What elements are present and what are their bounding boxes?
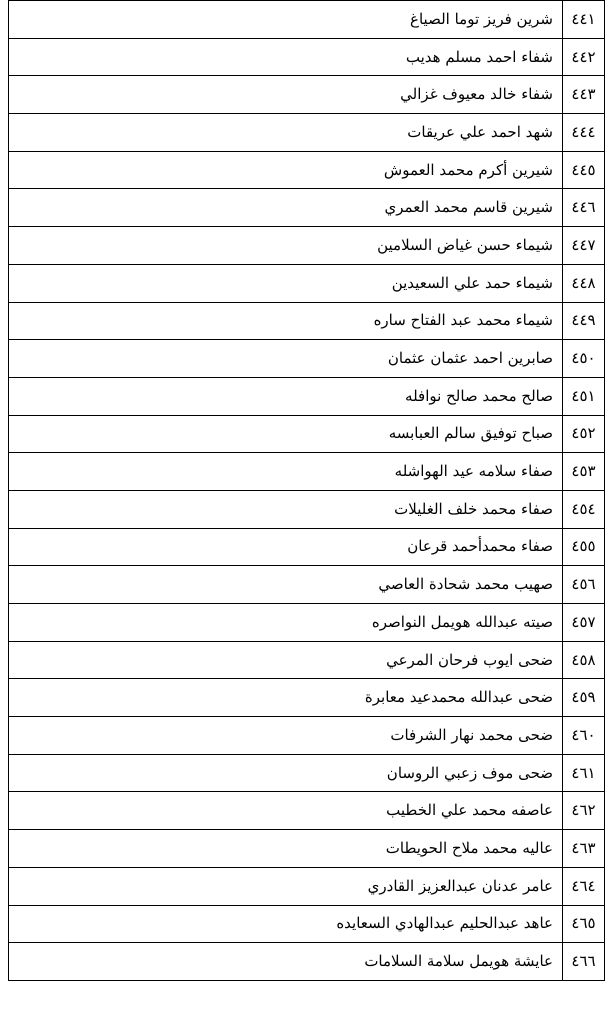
- table-row: [9, 377, 605, 415]
- row-number: ٤٦٥: [563, 905, 605, 943]
- row-number: ٤٥٨: [563, 641, 605, 679]
- row-name: ضحى موف زعبي الروسان: [9, 754, 563, 792]
- document-page: [8, 0, 605, 981]
- row-number: ٤٦٣: [563, 830, 605, 868]
- row-name: صفاء سلامه عيد الهواشله: [9, 453, 563, 491]
- row-name: شفاء خالد معيوف غزالي: [9, 76, 563, 114]
- table-row: [9, 717, 605, 755]
- row-number: ٤٤١: [563, 1, 605, 39]
- row-name: صفاء محمدأحمد قرعان: [9, 528, 563, 566]
- row-number: ٤٤٩: [563, 302, 605, 340]
- table-row: [9, 1, 605, 39]
- table-row: [9, 905, 605, 943]
- row-number: ٤٤٨: [563, 264, 605, 302]
- row-name: شهد احمد علي عريقات: [9, 114, 563, 152]
- row-name: صهيب محمد شحادة العاصي: [9, 566, 563, 604]
- row-name: شيماء حمد علي السعيدين: [9, 264, 563, 302]
- table-row: [9, 340, 605, 378]
- row-name: صابرين احمد عثمان عثمان: [9, 340, 563, 378]
- row-number: ٤٥٩: [563, 679, 605, 717]
- row-number: ٤٥٥: [563, 528, 605, 566]
- row-name: ضحى عبدالله محمدعيد معابرة: [9, 679, 563, 717]
- row-number: ٤٤٢: [563, 38, 605, 76]
- table-row: [9, 943, 605, 981]
- table-row: [9, 151, 605, 189]
- row-name: عاليه محمد ملاح الحويطات: [9, 830, 563, 868]
- table-row: [9, 830, 605, 868]
- row-name: عاصفه محمد علي الخطيب: [9, 792, 563, 830]
- row-number: ٤٥٦: [563, 566, 605, 604]
- row-number: ٤٥٣: [563, 453, 605, 491]
- row-name: شيماء محمد عبد الفتاح ساره: [9, 302, 563, 340]
- row-number: ٤٦٤: [563, 867, 605, 905]
- row-name: شرين فريز توما الصياغ: [9, 1, 563, 39]
- table-row: [9, 453, 605, 491]
- row-name: شيماء حسن غياض السلامين: [9, 227, 563, 265]
- row-name: صالح محمد صالح نوافله: [9, 377, 563, 415]
- row-number: ٤٥٤: [563, 490, 605, 528]
- row-name: عايشة هويمل سلامة السلامات: [9, 943, 563, 981]
- row-name: عامر عدنان عبدالعزيز القادري: [9, 867, 563, 905]
- row-number: ٤٦١: [563, 754, 605, 792]
- table-row: [9, 528, 605, 566]
- row-number: ٤٦٠: [563, 717, 605, 755]
- row-number: ٤٤٣: [563, 76, 605, 114]
- row-number: ٤٥٢: [563, 415, 605, 453]
- row-number: ٤٤٧: [563, 227, 605, 265]
- table-row: [9, 264, 605, 302]
- row-name: صباح توفيق سالم العبابسه: [9, 415, 563, 453]
- row-name: شيرين أكرم محمد العموش: [9, 151, 563, 189]
- names-table: [8, 0, 605, 981]
- row-number: ٤٦٢: [563, 792, 605, 830]
- table-row: [9, 867, 605, 905]
- row-number: ٤٤٦: [563, 189, 605, 227]
- table-row: [9, 604, 605, 642]
- row-name: شفاء احمد مسلم هديب: [9, 38, 563, 76]
- table-row: [9, 679, 605, 717]
- row-name: ضحى ايوب فرحان المرعي: [9, 641, 563, 679]
- table-row: [9, 792, 605, 830]
- row-number: ٤٦٦: [563, 943, 605, 981]
- table-row: [9, 641, 605, 679]
- row-name: عاهد عبدالحليم عبدالهادي السعايده: [9, 905, 563, 943]
- table-row: [9, 227, 605, 265]
- table-row: [9, 38, 605, 76]
- table-row: [9, 302, 605, 340]
- table-row: [9, 76, 605, 114]
- row-number: ٤٤٥: [563, 151, 605, 189]
- row-number: ٤٥٧: [563, 604, 605, 642]
- table-row: [9, 490, 605, 528]
- row-name: صيته عبدالله هويمل النواصره: [9, 604, 563, 642]
- names-table-body: [9, 1, 605, 981]
- table-row: [9, 114, 605, 152]
- row-name: شيرين قاسم محمد العمري: [9, 189, 563, 227]
- table-row: [9, 189, 605, 227]
- row-number: ٤٥١: [563, 377, 605, 415]
- table-row: [9, 754, 605, 792]
- table-row: [9, 566, 605, 604]
- row-name: ضحى محمد نهار الشرفات: [9, 717, 563, 755]
- row-name: صفاء محمد خلف الغليلات: [9, 490, 563, 528]
- row-number: ٤٤٤: [563, 114, 605, 152]
- table-row: [9, 415, 605, 453]
- row-number: ٤٥٠: [563, 340, 605, 378]
